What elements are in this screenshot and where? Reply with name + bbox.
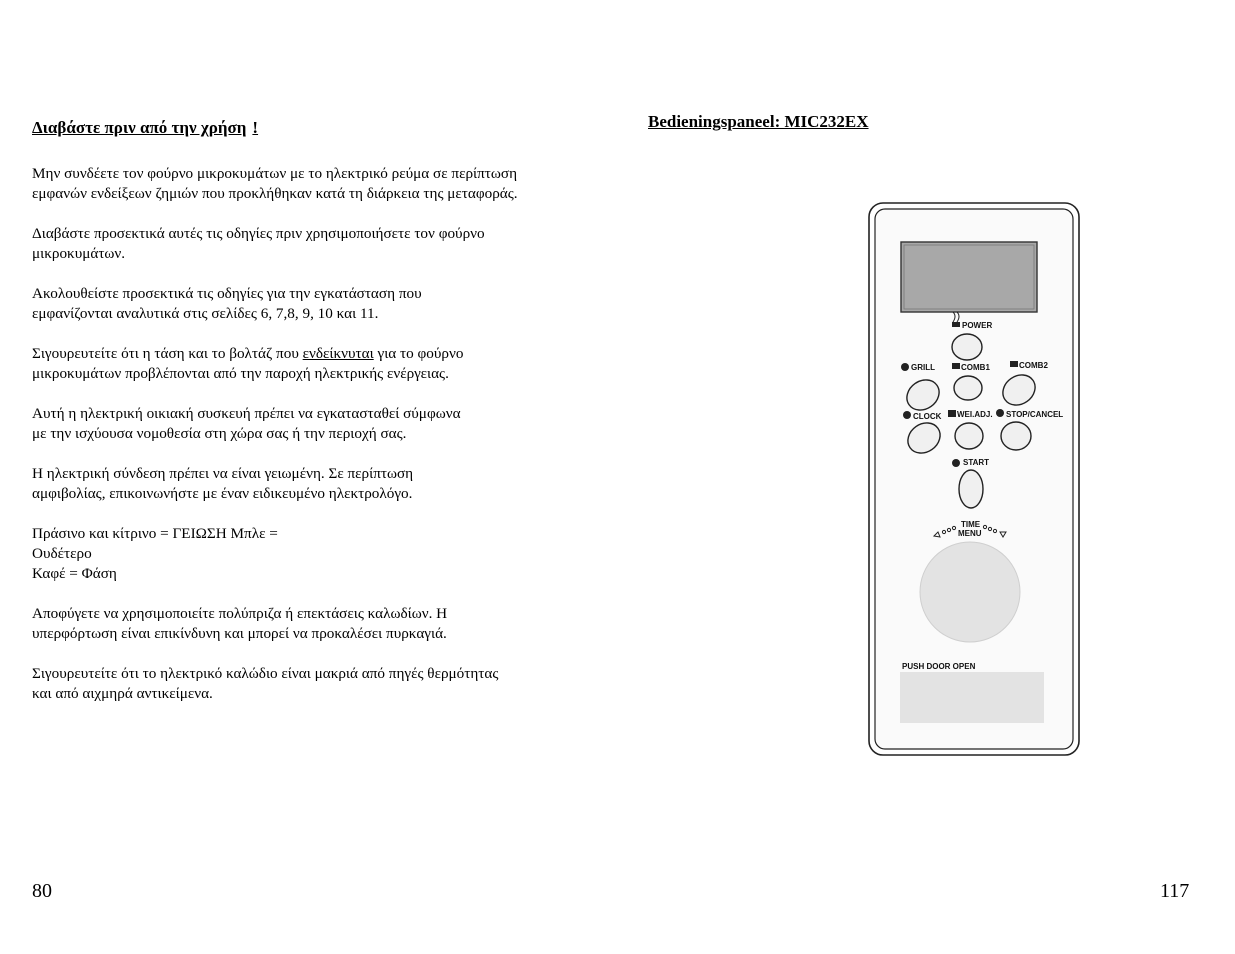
- start-label: START: [963, 458, 990, 467]
- left-page-heading: [32, 118, 258, 138]
- heading-text: Διαβάστε πριν από την χρήση: [32, 118, 247, 137]
- paragraph-wire-colors: Πράσινο και κίτρινο = ΓΕΙΩΣΗ Μπλε = Ουδέτερο Καφέ = Φάση: [32, 525, 278, 582]
- time-label: TIME: [961, 520, 981, 529]
- weight-adjust-button[interactable]: [955, 423, 983, 449]
- stop-cancel-button[interactable]: [1001, 422, 1031, 450]
- left-page-number: 80: [32, 880, 52, 902]
- right-page-heading: Bedieningspaneel: MIC232EX: [648, 112, 869, 131]
- power-label: POWER: [962, 321, 993, 330]
- comb2-icon: [1010, 361, 1018, 367]
- power-button[interactable]: [952, 334, 982, 360]
- start-icon: [952, 459, 960, 467]
- right-page-number: 117: [1160, 880, 1190, 902]
- weight-icon: [948, 410, 956, 417]
- comb1-button[interactable]: [954, 376, 982, 400]
- comb2-label: COMB2: [1019, 361, 1048, 370]
- paragraph-legislation: Αυτή η ηλεκτρική οικιακή συσκευή πρέπει να εγκατασταθεί σύμφωνα με την ισχύουσα νομοθεσία στη χώρα σας ή την περιοχή σας.: [32, 405, 461, 442]
- paragraph-voltage: [32, 344, 602, 384]
- menu-label: MENU: [958, 529, 982, 538]
- paragraph-transport-damage: Μην συνδέετε τον φούρνο μικροκυμάτων με το ηλεκτρικό ρεύμα σε περίπτωση εμφανών ενδείξεων ζημιών που προκλήθηκαν κατά τη διάρκεια της μεταφοράς.: [32, 165, 518, 202]
- comb1-icon: [952, 363, 960, 369]
- voltage-text-end: για το φούρνο μικροκυμάτων προβλέπονται από την παροχή ηλεκτρικής ενέργειας.: [32, 345, 464, 382]
- clock-label: CLOCK: [913, 412, 942, 421]
- clock-icon: [903, 411, 911, 419]
- control-panel-illustration: [866, 200, 1082, 762]
- voltage-text-start: Σιγουρευτείτε ότι η τάση και το βολτάζ που: [32, 345, 303, 362]
- instructions-body: [32, 164, 602, 724]
- paragraph-multi-socket: Αποφύγετε να χρησιμοποιείτε πολύπριζα ή επεκτάσεις καλωδίων. Η υπερφόρτωση είναι επικίνδυνη και μπορεί να προκαλέσει πυρκαγιά.: [32, 605, 448, 642]
- paragraph-grounding: Η ηλεκτρική σύνδεση πρέπει να είναι γειωμένη. Σε περίπτωση αμφιβολίας, επικοινωνήστε με έναν ειδικευμένο ηλεκτρολόγο.: [32, 465, 414, 502]
- comb1-label: COMB1: [961, 363, 990, 372]
- paragraph-installation-pages: Ακολουθείστε προσεκτικά τις οδηγίες για την εγκατάσταση που εμφανίζονται αναλυτικά στις σελίδες 6, 7,8, 9, 10 και 11.: [32, 285, 422, 322]
- weight-adjust-label: WEI.ADJ.: [957, 410, 993, 419]
- paragraph-read-instructions: Διαβάστε προσεκτικά αυτές τις οδηγίες πριν χρησιμοποιήσετε τον φούρνο μικροκυμάτων.: [32, 225, 485, 262]
- time-menu-dial[interactable]: [920, 542, 1020, 642]
- heading-exclamation: !: [252, 118, 259, 137]
- grill-icon: [901, 363, 909, 371]
- push-door-open-button[interactable]: [900, 672, 1044, 723]
- display-screen: [901, 242, 1037, 312]
- push-door-open-label: PUSH DOOR OPEN: [902, 662, 976, 671]
- paragraph-cable-safety: Σιγουρευτείτε ότι το ηλεκτρικό καλώδιο είναι μακριά από πηγές θερμότητας και από αιχμηρά αντικείμενα.: [32, 665, 499, 702]
- grill-label: GRILL: [911, 363, 935, 372]
- stop-cancel-label: STOP/CANCEL: [1006, 410, 1064, 419]
- stop-icon: [996, 409, 1004, 417]
- start-button[interactable]: [959, 470, 983, 508]
- voltage-underlined-word: ενδείκνυται: [302, 345, 374, 362]
